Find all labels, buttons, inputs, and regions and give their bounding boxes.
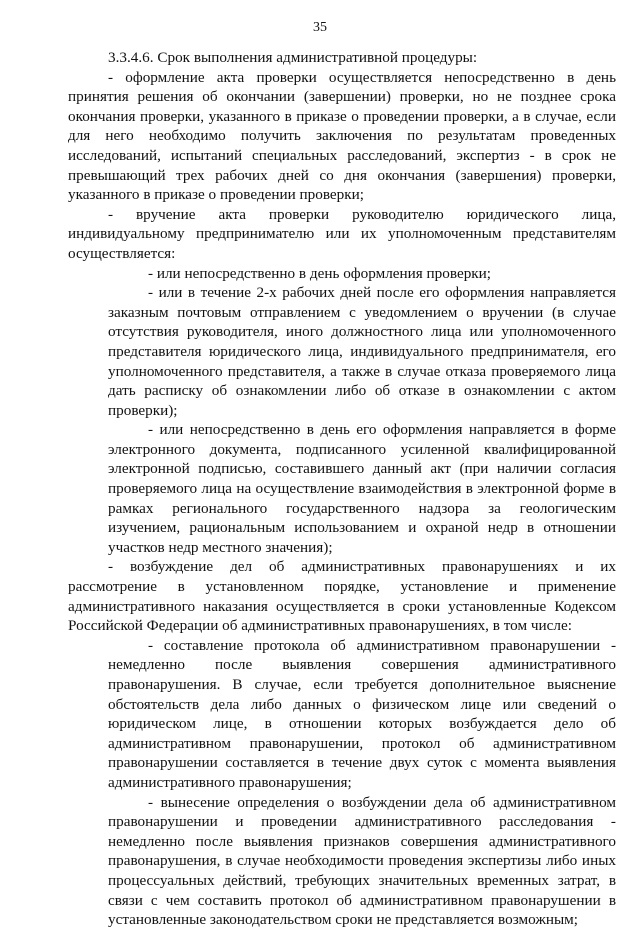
paragraph-delivery-same-day: - или непосредственно в день оформления проверки; [148,264,492,282]
paragraph-protocol-drafting: - составление протокола об административном правонарушении - немедленно после выявления совершения административного правонарушения. В случае, если требуется дополнительное выяснение обстоятельств дела либо данных о физическом лице или сведений о юридическом лице, в отношении которых возбуждается дело об административном правонарушении, протокол об административном правонарушении составляется в течение двух суток с момента выявления административного правонарушения; [108,636,616,791]
paragraph-delivery-electronic: - или непосредственно в день его оформления направляется в форме электронного документа, подписанного усиленной квалифицированной электронной подписью, составившего данный акт (при наличии согласия проверяемого лица на осуществление взаимодействия в электронной форме в рамках регионального государственного надзора за геологическим изучением, рациональным использованием и охраной недр в отношении участков недр местного значения); [108,421,616,556]
section-heading: 3.3.4.6. Срок выполнения административной процедуры: [108,49,478,66]
paragraph-delivery-by-mail: - или в течение 2-х рабочих дней после его оформления направляется заказным почтовым отправлением с уведомлением о вручении (в случае отсутствия руководителя, иного должностного лица или уполномоченного представителя юридического лица, индивидуального предпринимателя, его уполномоченного представителя, а также в случае отказа проверяемого лица дать расписку об ознакомлении либо об отказе в ознакомлении с актом проверки); [108,284,616,419]
paragraph-act-delivery: - вручение акта проверки руководителю юридического лица, индивидуальному предпринимателю или их уполномоченным представителям осуществляется: [68,205,616,262]
document-body [68,48,616,930]
paragraph-investigation-ruling: - вынесение определения о возбуждении дела об административном правонарушении и проведении административного расследования - немедленно после выявления признаков совершения административного правонарушения, в случае необходимости проведения экспертизы либо иных процессуальных действий, требующих значительных временных затрат, в связи с чем составить протокол об административном правонарушении в установленные законодательством сроки не представляется возможным; [108,793,616,929]
paragraph-administrative-cases: - возбуждение дел об административных правонарушениях и их рассмотрение в установленном порядке, установление и применение административного наказания осуществляется в сроки установленные Кодексом Российской Федерации об административных правонарушениях, в том числе: [68,558,616,635]
paragraph-act-preparation: - оформление акта проверки осуществляется непосредственно в день принятия решения об окончании (завершении) проверки, но не позднее срока окончания проверки, указанного в приказе о проведении проверки, а в случае, если для него необходимо получить заключения по результатам проведенных исследований, испытаний специальных расследований, экспертиз - в срок не превышающий трех рабочих дней со дня окончания (завершения) проверки, указанного в приказе о проведении проверки; [68,68,616,204]
page-number: 35 [313,20,327,35]
